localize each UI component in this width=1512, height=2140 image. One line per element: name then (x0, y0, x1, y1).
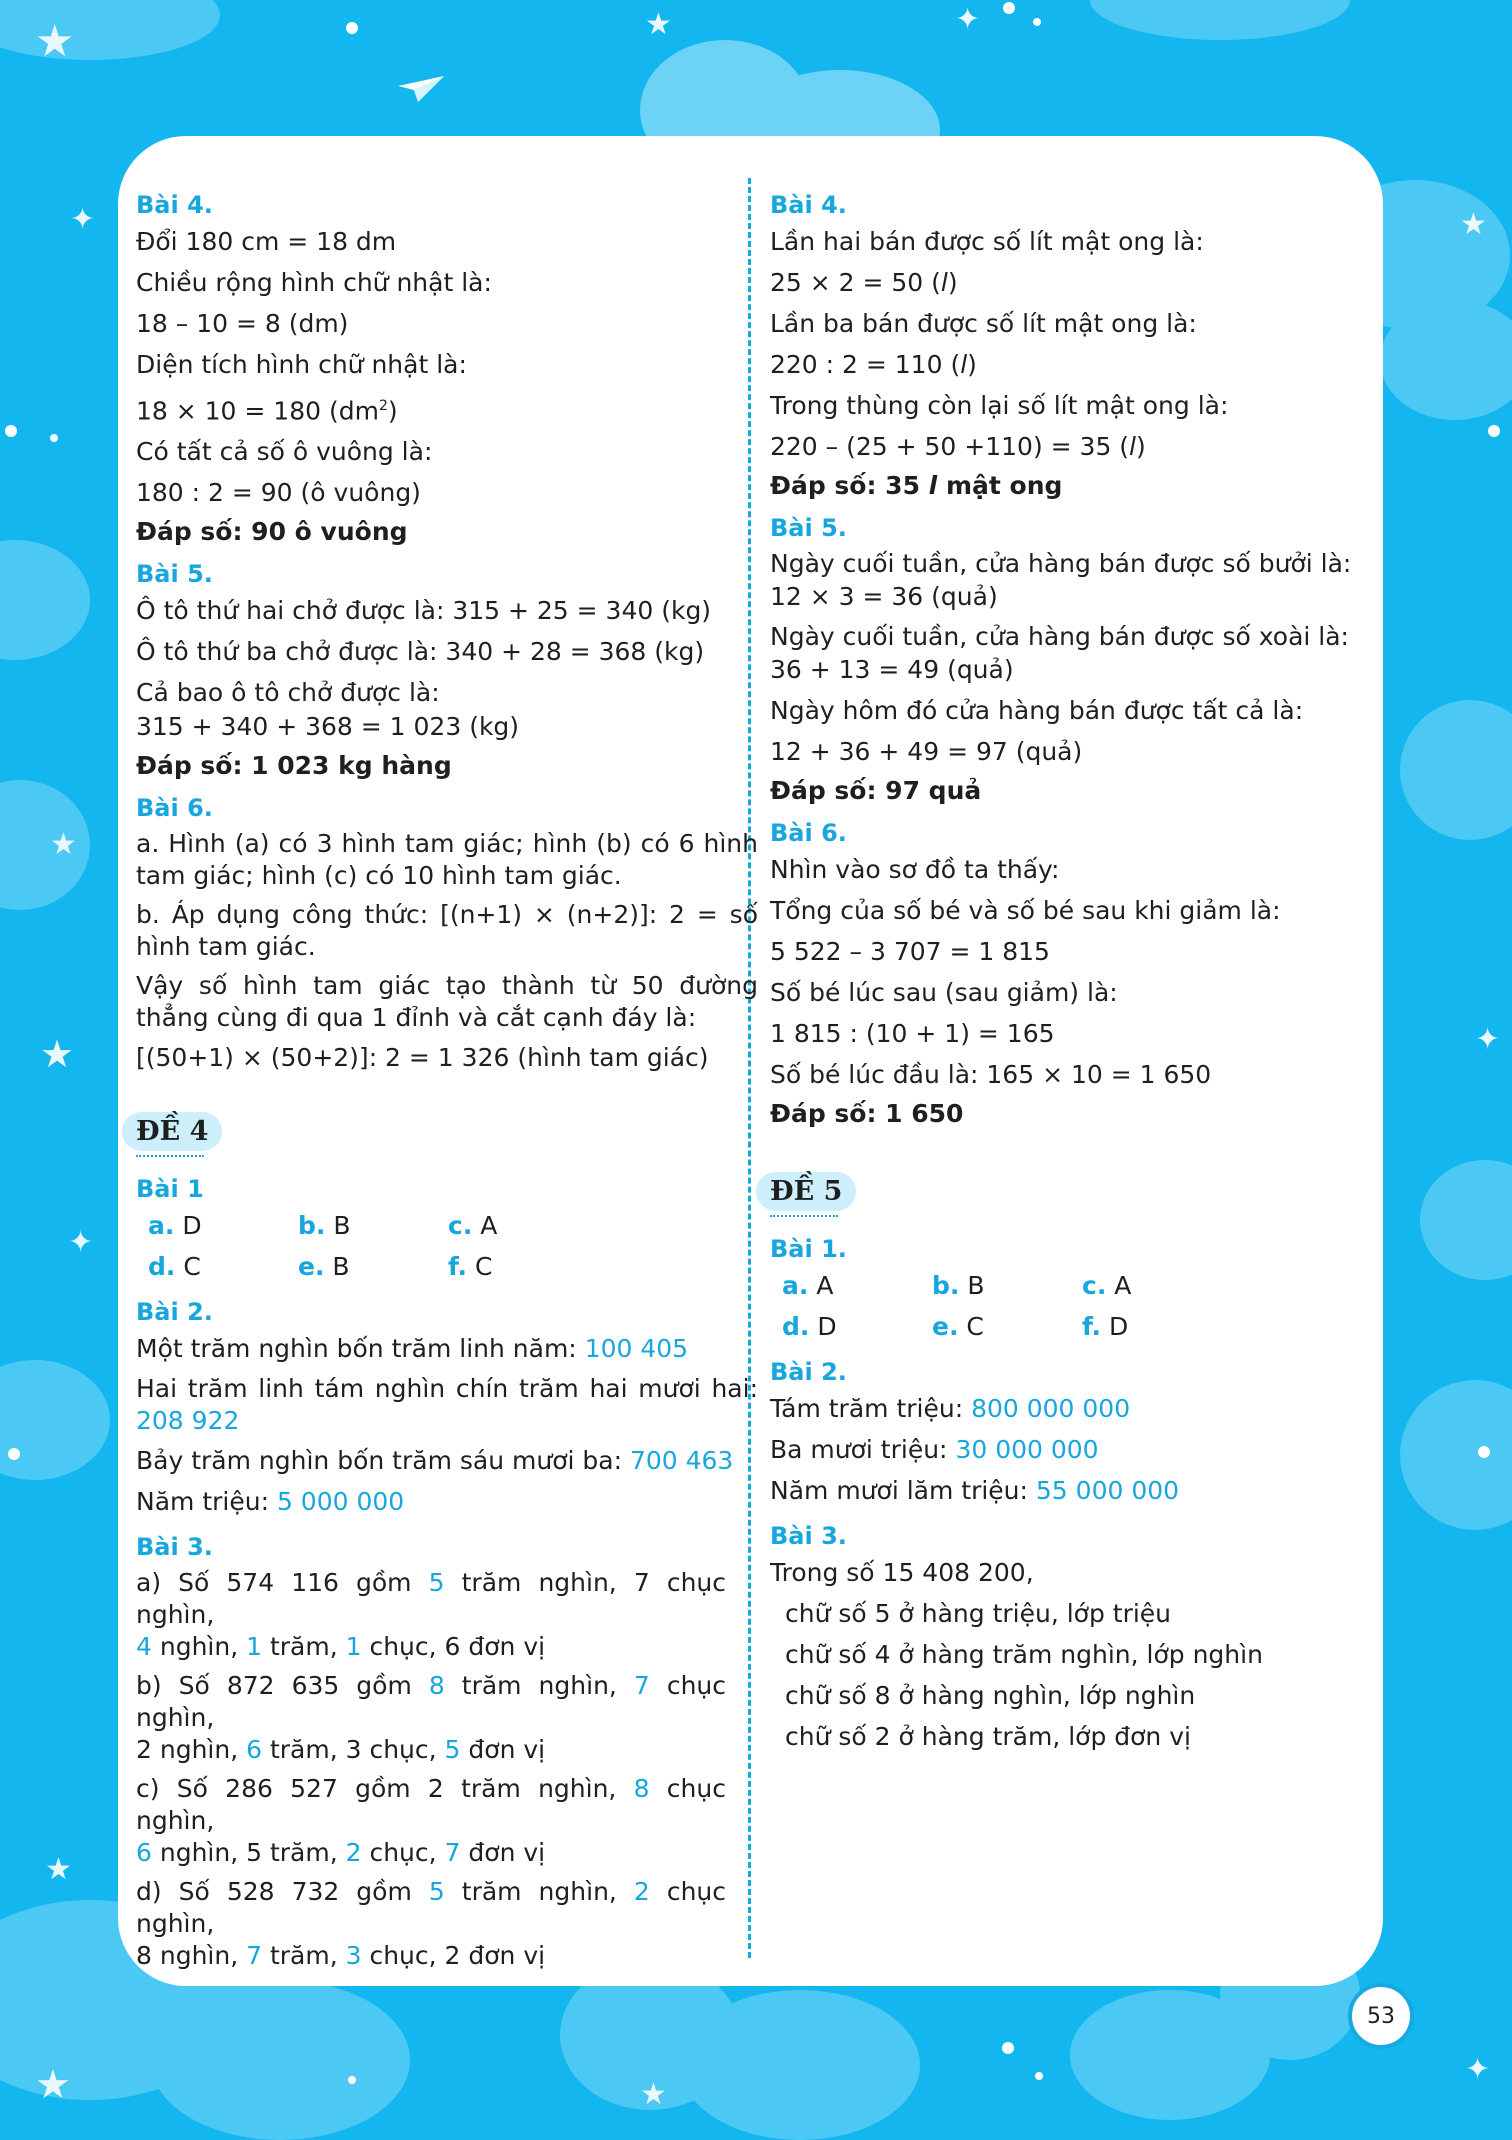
text-line: Trong thùng còn lại số lít mật ong là: (770, 391, 1229, 420)
answer-line: Đáp số: 35 l mật ong (770, 471, 1063, 500)
number-line: Bảy trăm nghìn bốn trăm sáu mươi ba: 700 463 (136, 1446, 734, 1476)
text-paragraph: a. Hình (a) có 3 hình tam giác; hình (b) có 6 hình tam giác; hình (c) có 10 hình tam giác. (136, 829, 758, 891)
exam-heading-de4: ĐỀ 4 (122, 1112, 222, 1151)
choice-item: c. A (448, 1211, 498, 1241)
choice-item: a. A (782, 1271, 834, 1300)
section-title: Bài 2. (770, 1358, 847, 1386)
section-title: Bài 6. (770, 819, 847, 847)
choice-item: e. C (932, 1312, 984, 1341)
text-line: Nhìn vào sơ đồ ta thấy: (770, 855, 1060, 884)
choice-item: b. B (298, 1211, 351, 1241)
section-title: Bài 5. (136, 560, 213, 589)
answer-line: Đáp số: 1 023 kg hàng (136, 751, 452, 781)
text-line: Cả bao ô tô chở được là: (136, 678, 440, 708)
text-line: Số bé lúc sau (sau giảm) là: (770, 978, 1118, 1007)
number-line: Năm mươi lăm triệu: 55 000 000 (770, 1476, 1180, 1505)
answer-line: Đáp số: 90 ô vuông (136, 517, 408, 547)
answer-card (118, 136, 1383, 1986)
number-line: Hai trăm linh tám nghìn chín trăm hai mươi hai: 208 922 (136, 1374, 758, 1436)
page-number: 53 (1348, 1983, 1414, 2049)
text-line: 220 – (25 + 50 +110) = 35 (l) (770, 432, 1146, 461)
section-title: Bài 2. (136, 1298, 213, 1327)
text-line: Diện tích hình chữ nhật là: (136, 350, 467, 379)
number-line: Ba mươi triệu: 30 000 000 (770, 1435, 1099, 1464)
choice-item: f. D (1082, 1312, 1129, 1341)
text-paragraph: Vậy số hình tam giác tạo thành từ 50 đường thẳng cùng đi qua 1 đỉnh và cắt cạnh đáy là: (136, 971, 758, 1033)
choice-item: c. A (1082, 1271, 1132, 1300)
text-line: Tổng của số bé và số bé sau khi giảm là: (770, 896, 1281, 925)
text-line: Có tất cả số ô vuông là: (136, 437, 433, 467)
text-line: Ô tô thứ hai chở được là: 315 + 25 = 340 (kg) (136, 596, 712, 626)
left-column (136, 191, 758, 1979)
text-line: Ô tô thứ ba chở được là: 340 + 28 = 368 (kg) (136, 637, 705, 667)
text-line: chữ số 2 ở hàng trăm, lớp đơn vị (785, 1722, 1191, 1751)
text-line: 25 × 2 = 50 (l) (770, 268, 958, 297)
text-paragraph: b. Áp dụng công thức: [(n+1) × (n+2)]: 2 = số hình tam giác. (136, 900, 758, 962)
heading-underline (136, 1155, 204, 1157)
text-line: Lần ba bán được số lít mật ong là: (770, 309, 1197, 338)
number-line: Tám trăm triệu: 800 000 000 (770, 1394, 1131, 1423)
text-line: [(50+1) × (50+2)]: 2 = 1 326 (hình tam giác) (136, 1043, 709, 1073)
heading-underline (770, 1215, 838, 1217)
text-line: Ngày cuối tuần, cửa hàng bán được số xoài là: (770, 622, 1349, 651)
choice-item: d. D (782, 1312, 837, 1341)
section-title: Bài 5. (770, 514, 847, 542)
choice-item: d. C (148, 1252, 201, 1282)
text-line: 180 : 2 = 90 (ô vuông) (136, 478, 421, 508)
right-column (770, 191, 1365, 1761)
text-line: chữ số 8 ở hàng nghìn, lớp nghìn (785, 1681, 1196, 1710)
section-title: Bài 4. (770, 191, 847, 219)
place-value-item-a: a) Số 574 116 gồm 5 trăm nghìn, 7 chục nghìn, 4 nghìn, 1 trăm, 1 chục, 6 đơn vị (136, 1568, 727, 1662)
text-line: Số bé lúc đầu là: 165 × 10 = 1 650 (770, 1060, 1212, 1089)
text-line: 12 + 36 + 49 = 97 (quả) (770, 737, 1083, 766)
text-line: Đổi 180 cm = 18 dm (136, 227, 397, 256)
place-value-item-c: c) Số 286 527 gồm 2 trăm nghìn, 8 chục nghìn, 6 nghìn, 5 trăm, 2 chục, 7 đơn vị (136, 1774, 726, 1868)
text-line: Lần hai bán được số lít mật ong là: (770, 227, 1204, 256)
text-line: chữ số 5 ở hàng triệu, lớp triệu (785, 1599, 1172, 1628)
text-line: 220 : 2 = 110 (l) (770, 350, 977, 379)
text-line: 18 – 10 = 8 (dm) (136, 309, 349, 338)
answer-line: Đáp số: 97 quả (770, 776, 982, 805)
number-line: Năm triệu: 5 000 000 (136, 1487, 405, 1517)
section-title: Bài 1 (136, 1175, 204, 1204)
section-title: Bài 3. (770, 1522, 847, 1550)
text-line: Ngày cuối tuần, cửa hàng bán được số bưởi là: (770, 549, 1352, 578)
place-value-item-d: d) Số 528 732 gồm 5 trăm nghìn, 2 chục nghìn, 8 nghìn, 7 trăm, 3 chục, 2 đơn vị (136, 1877, 726, 1971)
paper-plane-icon (398, 76, 444, 102)
text-line: Ngày hôm đó cửa hàng bán được tất cả là: (770, 696, 1304, 725)
answer-line: Đáp số: 1 650 (770, 1099, 964, 1128)
text-line: 36 + 13 = 49 (quả) (770, 655, 1014, 684)
choice-item: b. B (932, 1271, 985, 1300)
text-line: 5 522 – 3 707 = 1 815 (770, 937, 1050, 966)
text-line: 12 × 3 = 36 (quả) (770, 582, 998, 611)
text-line: 1 815 : (10 + 1) = 165 (770, 1019, 1055, 1048)
text-line: chữ số 4 ở hàng trăm nghìn, lớp nghìn (785, 1640, 1263, 1669)
choice-row (148, 1250, 758, 1284)
exam-heading-de5: ĐỀ 5 (756, 1172, 856, 1211)
area-calc-line: 18 × 10 = 180 $(dm^2)$ (136, 396, 398, 426)
text-line: 315 + 340 + 368 = 1 023 (kg) (136, 712, 520, 742)
place-value-item-b: b) Số 872 635 gồm 8 trăm nghìn, 7 chục nghìn, 2 nghìn, 6 trăm, 3 chục, 5 đơn vị (136, 1671, 726, 1765)
section-title: Bài 1. (770, 1235, 847, 1263)
number-line: Một trăm nghìn bốn trăm linh năm: 100 405 (136, 1334, 689, 1364)
section-title: Bài 4. (136, 191, 213, 219)
choice-item: a. D (148, 1211, 202, 1241)
choice-row (782, 1310, 1365, 1344)
text-line: Trong số 15 408 200, (770, 1558, 1034, 1587)
choice-item: f. C (448, 1252, 493, 1282)
section-title: Bài 3. (136, 1533, 213, 1562)
choice-row (782, 1269, 1365, 1303)
choice-row (148, 1209, 758, 1243)
choice-item: e. B (298, 1252, 350, 1282)
section-title: Bài 6. (136, 794, 213, 823)
text-line: Chiều rộng hình chữ nhật là: (136, 268, 492, 297)
